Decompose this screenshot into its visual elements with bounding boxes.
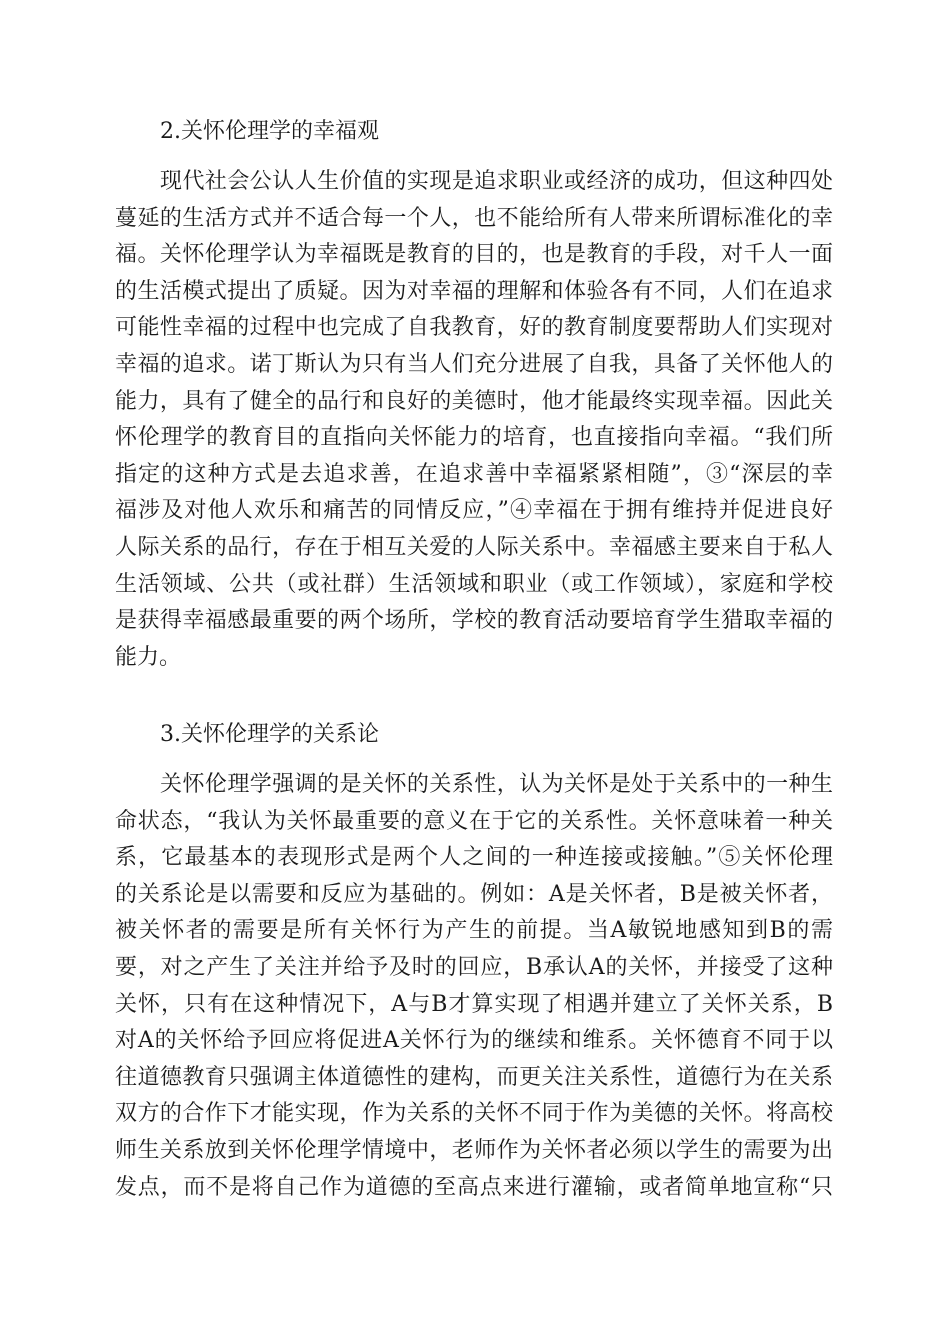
paragraph-line: 发点，而不是将自己作为道德的至高点来进行灌输，或者简单地宣称“只 — [115, 1174, 833, 1200]
paragraph-line: 要，对之产生了关注并给予及时的回应，B承认A的关怀，并接受了这种 — [115, 954, 833, 980]
section-heading-happiness: 2.关怀伦理学的幸福观 — [160, 119, 379, 144]
paragraph-line: 命状态，“我认为关怀最重要的意义在于它的关系性。关怀意味着一种关 — [115, 808, 833, 834]
paragraph-line: 双方的合作下才能实现，作为关系的关怀不同于作为美德的关怀。将高校 — [115, 1101, 833, 1127]
paragraph-line: 人际关系的品行，存在于相互关爱的人际关系中。幸福感主要来自于私人 — [115, 534, 833, 560]
paragraph-line: 指定的这种方式是去追求善，在追求善中幸福紧紧相随”，③“深层的幸 — [115, 461, 833, 487]
paragraph-line: 系，它最基本的表现形式是两个人之间的一种连接或接触。”⑤关怀伦理 — [115, 845, 833, 871]
paragraph-happiness — [115, 164, 833, 676]
paragraph-line: 怀伦理学的教育目的直指向关怀能力的培育，也直接指向幸福。“我们所 — [115, 425, 833, 451]
paragraph-line: 被关怀者的需要是所有关怀行为产生的前提。当A敏锐地感知到B的需 — [115, 918, 833, 944]
paragraph-line: 能力，具有了健全的品行和良好的美德时，他才能最终实现幸福。因此关 — [115, 388, 833, 414]
paragraph-line: 的生活模式提出了质疑。因为对幸福的理解和体验各有不同，人们在追求 — [115, 278, 833, 304]
paragraph-line: 关怀，只有在这种情况下，A与B才算实现了相遇并建立了关怀关系，B — [115, 991, 833, 1017]
paragraph-line: 蔓延的生活方式并不适合每一个人，也不能给所有人带来所谓标准化的幸 — [115, 205, 833, 231]
paragraph-line: 往道德教育只强调主体道德性的建构，而更关注关系性，道德行为在关系 — [115, 1064, 833, 1090]
paragraph-line: 关怀伦理学强调的是关怀的关系性，认为关怀是处于关系中的一种生 — [160, 772, 833, 797]
paragraph-line: 福。关怀伦理学认为幸福既是教育的目的，也是教育的手段，对千人一面 — [115, 242, 833, 268]
paragraph-line: 现代社会公认人生价值的实现是追求职业或经济的成功，但这种四处 — [160, 169, 833, 194]
paragraph-line: 生活领域、公共（或社群）生活领域和职业（或工作领域），家庭和学校 — [115, 571, 833, 597]
paragraph-line: 是获得幸福感最重要的两个场所，学校的教育活动要培育学生猎取幸福的 — [115, 608, 833, 634]
paragraph-line: 幸福的追求。诺丁斯认为只有当人们充分进展了自我，具备了关怀他人的 — [115, 351, 833, 377]
paragraph-line: 福涉及对他人欢乐和痛苦的同情反应，”④幸福在于拥有维持并促进良好 — [115, 498, 833, 524]
paragraph-line: 的关系论是以需要和反应为基础的。例如：A是关怀者，B是被关怀者， — [115, 881, 833, 907]
paragraph-line: 师生关系放到关怀伦理学情境中，老师作为关怀者必须以学生的需要为出 — [115, 1137, 833, 1163]
paragraph-line: 可能性幸福的过程中也完成了自我教育，好的教育制度要帮助人们实现对 — [115, 315, 833, 341]
paragraph-line: 能力。 — [115, 644, 182, 670]
section-heading-relationship: 3.关怀伦理学的关系论 — [160, 722, 379, 747]
paragraph-line: 对A的关怀给予回应将促进A关怀行为的继续和维系。关怀德育不同于以 — [115, 1028, 833, 1054]
paragraph-relationship — [115, 767, 833, 1206]
